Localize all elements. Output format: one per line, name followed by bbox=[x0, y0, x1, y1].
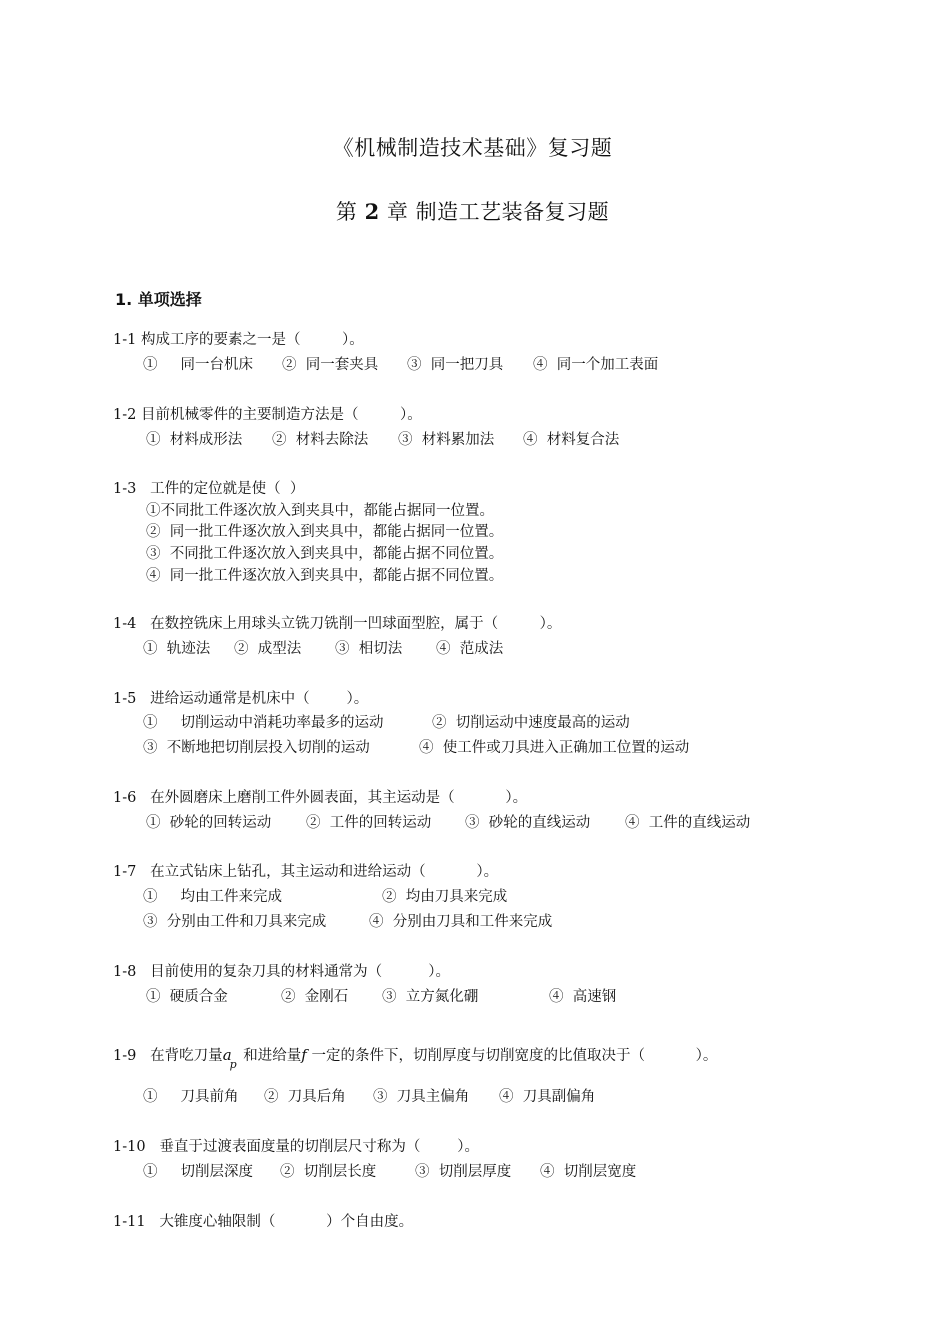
option: ① 硬质合金 bbox=[146, 989, 228, 1005]
option: ④ 高速钢 bbox=[549, 989, 617, 1005]
question-text: 目前机械零件的主要制造方法是（ ）。 bbox=[136, 407, 422, 423]
option: ② 刀具后角 bbox=[264, 1089, 346, 1105]
option: ② 材料去除法 bbox=[272, 432, 369, 448]
feed-symbol: f bbox=[301, 1046, 307, 1064]
question-number: 1-6 bbox=[113, 790, 137, 806]
option: ③ 材料累加法 bbox=[398, 432, 495, 448]
option: ② 同一套夹具 bbox=[282, 357, 379, 373]
option: ③ 不断地把切削层投入切削的运动 bbox=[143, 740, 370, 756]
option: ① 均由工件来完成 bbox=[143, 889, 283, 905]
option: ① 轨迹法 bbox=[143, 641, 211, 657]
option: ② 切削运动中速度最高的运动 bbox=[432, 715, 630, 731]
question-text: 和进给量 bbox=[238, 1048, 302, 1064]
option: ① 同一台机床 bbox=[143, 357, 254, 373]
option: ② 切削层长度 bbox=[280, 1164, 377, 1180]
option: ③ 分别由工件和刀具来完成 bbox=[143, 914, 327, 930]
option: ① 切削层深度 bbox=[143, 1164, 254, 1180]
option: ① 切削运动中消耗功率最多的运动 bbox=[143, 715, 384, 731]
option: ④ 材料复合法 bbox=[523, 432, 620, 448]
section-heading: 1. 单项选择 bbox=[115, 290, 202, 309]
option: ③ 立方氮化硼 bbox=[382, 989, 479, 1005]
chapter-title-prefix: 第 bbox=[335, 200, 358, 224]
question-1-1 bbox=[113, 328, 364, 349]
option: ④ 刀具副偏角 bbox=[499, 1089, 596, 1105]
question-1-5 bbox=[113, 687, 368, 708]
question-number: 1-11 bbox=[113, 1214, 146, 1230]
option: ③ 相切法 bbox=[335, 641, 403, 657]
option: ④ 分别由刀具和工件来完成 bbox=[369, 914, 553, 930]
question-text: 工件的定位就是使（ ） bbox=[136, 481, 305, 497]
question-number: 1-7 bbox=[113, 864, 137, 880]
chapter-number: 2 bbox=[364, 199, 380, 224]
question-text: 一定的条件下，切削厚度与切削宽度的比值取决于（ ）。 bbox=[306, 1048, 718, 1064]
question-text: 在背吃刀量 bbox=[136, 1048, 223, 1064]
question-1-4 bbox=[113, 612, 561, 633]
option: ③ 同一把刀具 bbox=[407, 357, 504, 373]
option: ①不同批工件逐次放入到夹具中，都能占据同一位置。 bbox=[146, 503, 494, 519]
option: ① 砂轮的回转运动 bbox=[146, 815, 272, 831]
question-1-11 bbox=[113, 1210, 413, 1231]
option: ④ 同一批工件逐次放入到夹具中，都能占据不同位置。 bbox=[146, 568, 504, 584]
option: ① 材料成形法 bbox=[146, 432, 243, 448]
question-1-2 bbox=[113, 403, 422, 424]
option: ④ 使工件或刀具进入正确加工位置的运动 bbox=[419, 740, 690, 756]
document-title: 《机械制造技术基础》复习题 bbox=[332, 136, 613, 160]
question-text: 目前使用的复杂刀具的材料通常为（ ）。 bbox=[136, 964, 451, 980]
question-number: 1-9 bbox=[113, 1048, 137, 1064]
question-1-7 bbox=[113, 860, 498, 881]
question-text: 在外圆磨床上磨削工件外圆表面，其主运动是（ ）。 bbox=[136, 790, 528, 806]
option: ④ 工件的直线运动 bbox=[625, 815, 751, 831]
depth-of-cut-symbol: a bbox=[222, 1046, 232, 1064]
question-1-8 bbox=[113, 960, 450, 981]
option: ③ 切削层厚度 bbox=[415, 1164, 512, 1180]
question-number: 1-2 bbox=[113, 407, 137, 423]
option: ② 均由刀具来完成 bbox=[382, 889, 508, 905]
option: ④ 切削层宽度 bbox=[540, 1164, 637, 1180]
question-number: 1-1 bbox=[113, 332, 137, 348]
depth-of-cut-subscript: p bbox=[229, 1058, 237, 1071]
option: ② 同一批工件逐次放入到夹具中，都能占据同一位置。 bbox=[146, 524, 504, 540]
option: ② 工件的回转运动 bbox=[306, 815, 432, 831]
option: ② 金刚石 bbox=[281, 989, 349, 1005]
question-text: 垂直于过渡表面度量的切削层尺寸称为（ ）。 bbox=[145, 1139, 480, 1155]
question-1-9 bbox=[113, 1044, 718, 1071]
question-1-6 bbox=[113, 786, 527, 807]
option: ④ 范成法 bbox=[436, 641, 504, 657]
question-1-10 bbox=[113, 1135, 479, 1156]
question-1-3 bbox=[113, 477, 304, 498]
question-number: 1-10 bbox=[113, 1139, 146, 1155]
question-text: 大锥度心轴限制（ ）个自由度。 bbox=[145, 1214, 414, 1230]
question-text: 进给运动通常是机床中（ ）。 bbox=[136, 691, 369, 707]
question-text: 在数控铣床上用球头立铣刀铣削一凹球面型腔，属于（ ）。 bbox=[136, 616, 562, 632]
option: ③ 砂轮的直线运动 bbox=[465, 815, 591, 831]
question-number: 1-8 bbox=[113, 964, 137, 980]
option: ④ 同一个加工表面 bbox=[533, 357, 659, 373]
option: ③ 刀具主偏角 bbox=[373, 1089, 470, 1105]
question-number: 1-5 bbox=[113, 691, 137, 707]
option: ② 成型法 bbox=[234, 641, 302, 657]
question-number: 1-4 bbox=[113, 616, 137, 632]
option: ③ 不同批工件逐次放入到夹具中，都能占据不同位置。 bbox=[146, 546, 504, 562]
question-text: 在立式钻床上钻孔，其主运动和进给运动（ ）。 bbox=[136, 864, 499, 880]
question-number: 1-3 bbox=[113, 481, 137, 497]
chapter-title-suffix: 章 制造工艺装备复习题 bbox=[386, 200, 610, 224]
question-text: 构成工序的要素之一是（ ）。 bbox=[136, 332, 364, 348]
chapter-title bbox=[0, 196, 945, 226]
option: ① 刀具前角 bbox=[143, 1089, 239, 1105]
